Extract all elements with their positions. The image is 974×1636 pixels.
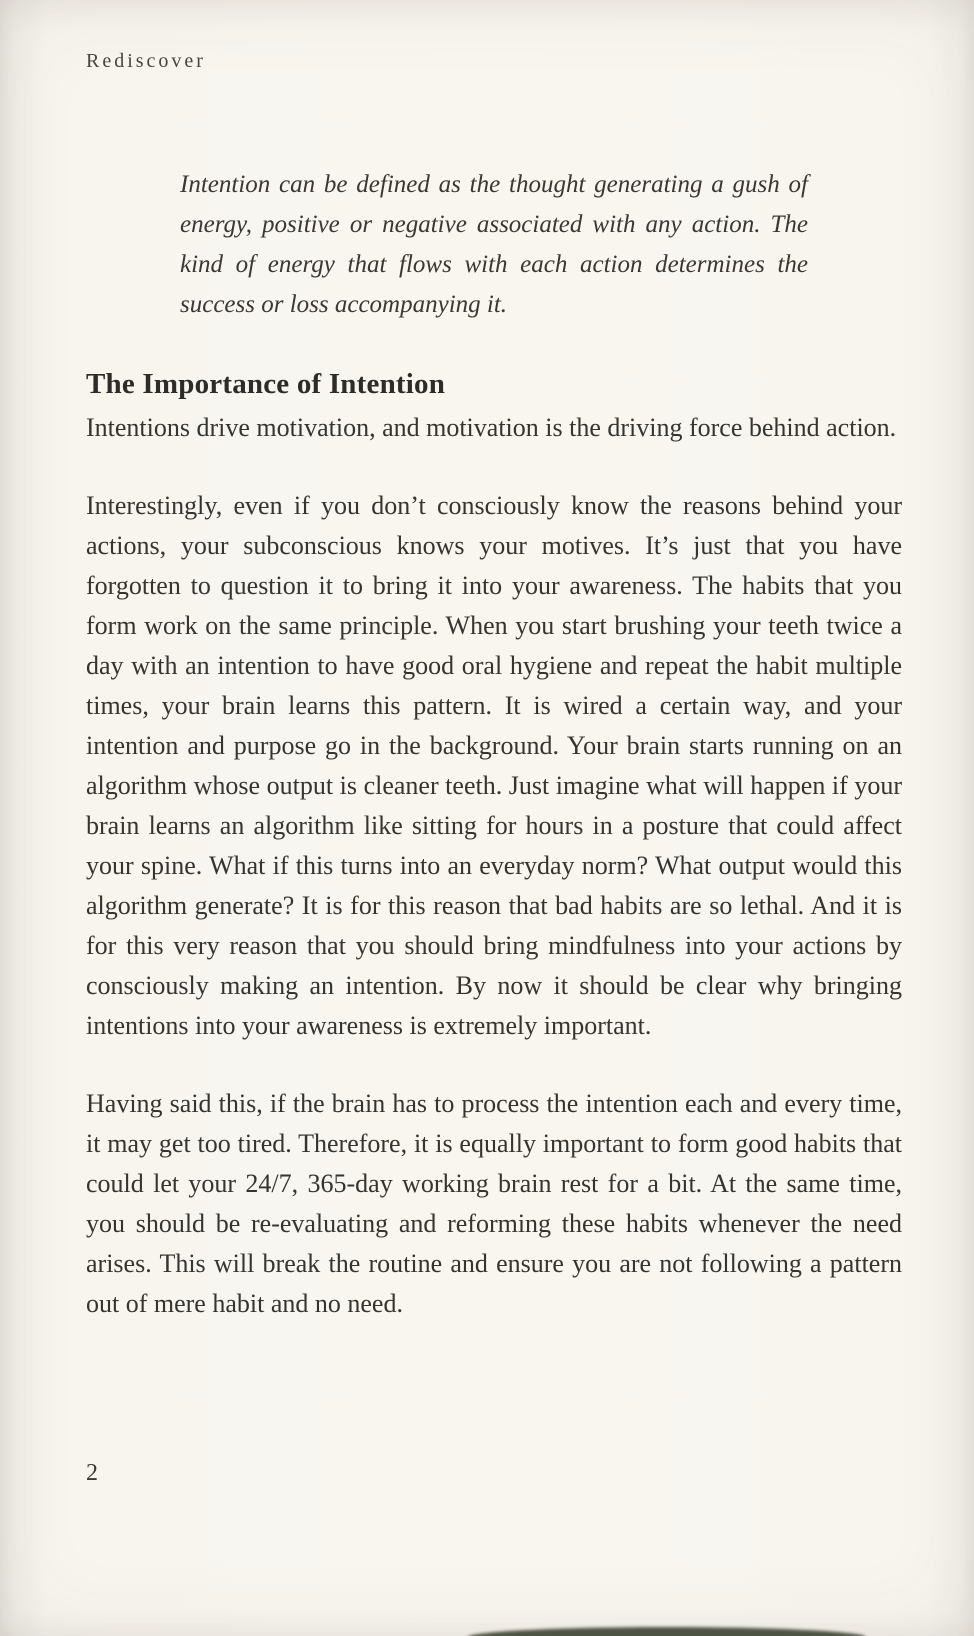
body-paragraph-3: Having said this, if the brain has to process the intention each and every time, it may get too tired. Therefore, it is equally important to form good habits that could let your 24/7, 365-day working brain rest for a bit. At the same time, you should be re-evaluating and reforming these habits whenever the need arises. This will break the routine and ensure you are not following a pattern out of mere habit and no need. — [86, 1089, 902, 1318]
body-paragraph-2: Interestingly, even if you don’t consciously know the reasons behind your actions, your subconscious knows your motives. It’s just that you have forgotten to question it to bring it into your awareness. The habits that you form work on the same principle. When you start brushing your teeth twice a day with an intention to have good oral hygiene and repeat the habit multiple times, your brain learns this pattern. It is wired a certain way, and your intention and purpose go in the background. Your brain starts running on an algorithm whose output is cleaner teeth. Just imagine what will happen if your brain learns an algorithm like sitting for hours in a posture that could affect your spine. What if this turns into an everyday norm? What output would this algorithm generate? It is for this reason that bad habits are so lethal. And it is for this very reason that you should bring mindfulness into your actions by consciously making an intention. By now it should be clear why bringing intentions into your awareness is extremely important. — [86, 491, 902, 1040]
page-content — [86, 0, 902, 1324]
scan-edge-artifact — [468, 1627, 866, 1636]
body-paragraph-1: Intentions drive motivation, and motivation is the driving force behind action. — [86, 413, 897, 442]
running-header: Rediscover — [86, 50, 206, 72]
page-number: 2 — [86, 1460, 98, 1486]
section-heading: The Importance of Intention — [86, 368, 446, 400]
epigraph-quote: Intention can be defined as the thought generating a gush of energy, positive or negative associated with any action. The kind of energy that flows with each action determines the success or loss accompanying it. — [180, 171, 808, 318]
